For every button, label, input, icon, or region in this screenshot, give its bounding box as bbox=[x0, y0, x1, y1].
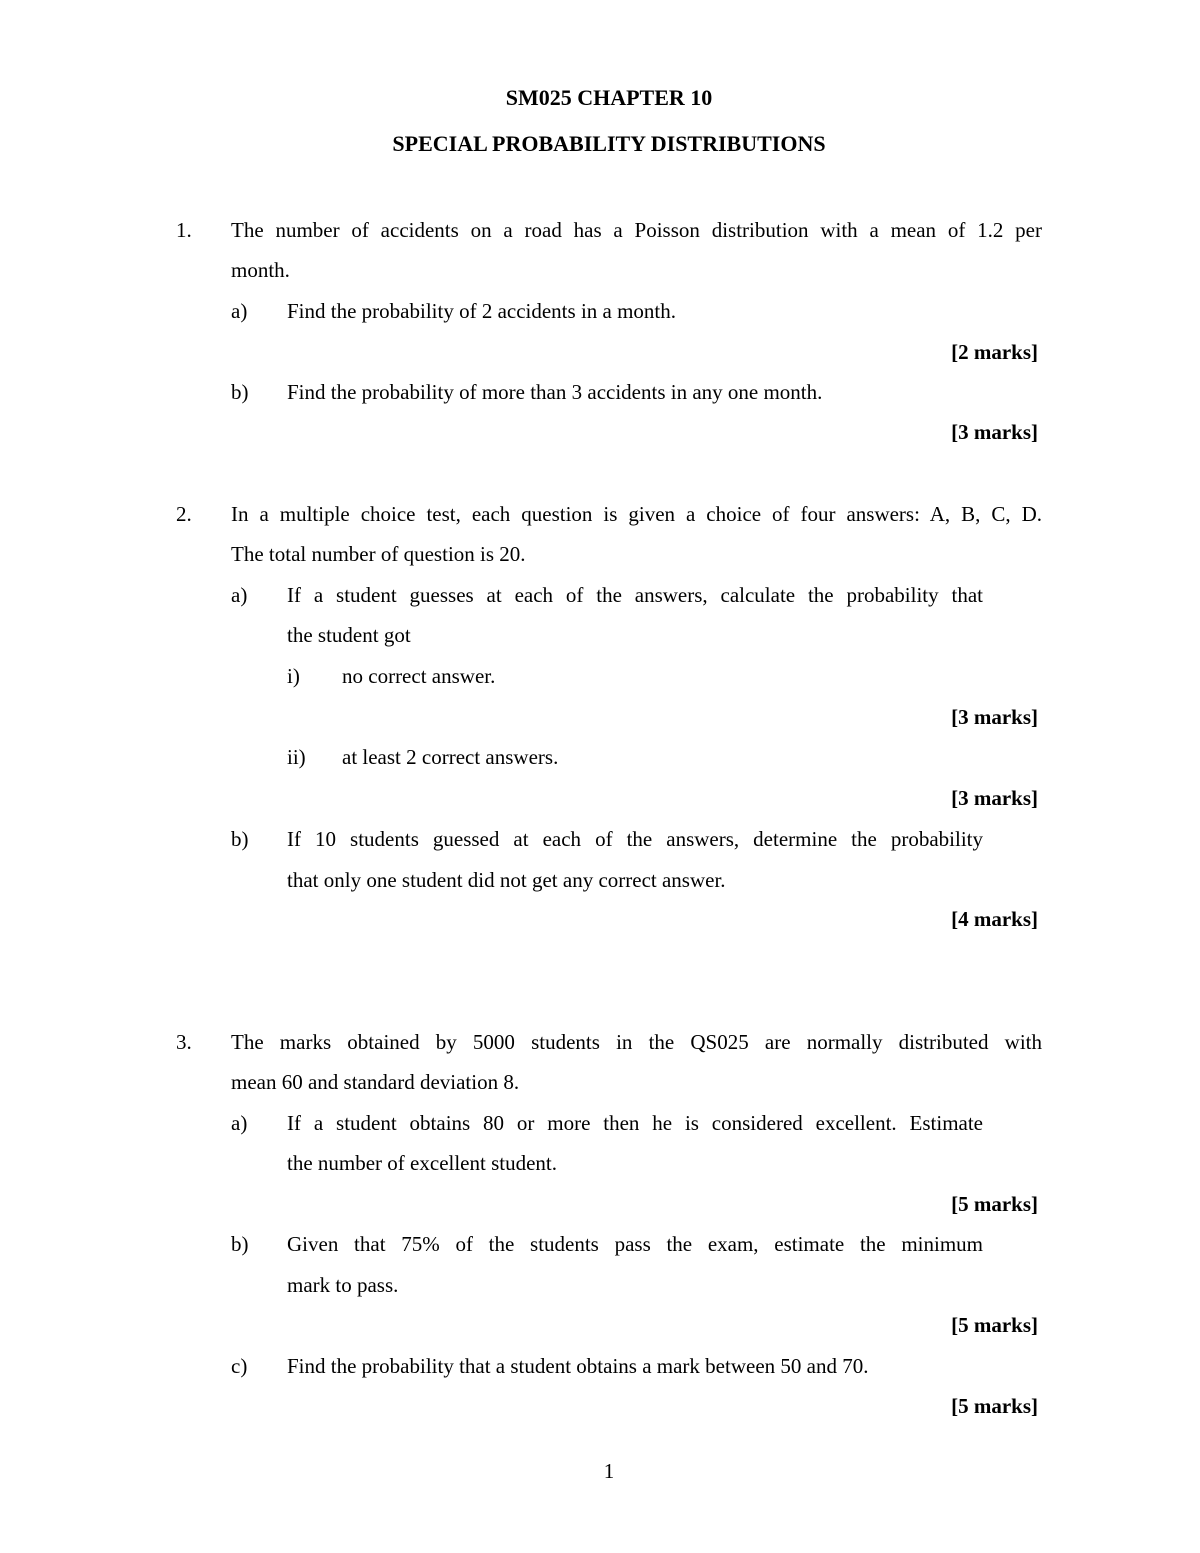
page-number: 1 bbox=[603, 1459, 615, 1483]
question-stem-line: In a multiple choice test, each question is given a choice of four answers: A, B, C, D. bbox=[231, 502, 1042, 526]
part-label: b) bbox=[231, 1232, 249, 1256]
part-text: Find the probability of more than 3 accidents in any one month. bbox=[287, 380, 823, 404]
part-text-line: Given that 75% of the students pass the exam, estimate the minimum bbox=[287, 1232, 983, 1256]
question-stem-line: The total number of question is 20. bbox=[231, 542, 526, 566]
page-subtitle: SPECIAL PROBABILITY DISTRIBUTIONS bbox=[392, 131, 826, 156]
subpart-label: ii) bbox=[287, 745, 306, 769]
marks-label: [5 marks] bbox=[951, 1192, 1038, 1216]
part-label: b) bbox=[231, 827, 249, 851]
question-stem-line: The number of accidents on a road has a Poisson distribution with a mean of 1.2 per bbox=[231, 218, 1042, 242]
question-number: 3. bbox=[176, 1030, 192, 1054]
part-text-line: that only one student did not get any correct answer. bbox=[287, 868, 726, 892]
question-stem-line: mean 60 and standard deviation 8. bbox=[231, 1070, 520, 1094]
part-label: c) bbox=[231, 1354, 248, 1378]
question-number: 2. bbox=[176, 502, 192, 526]
part-text-line: mark to pass. bbox=[287, 1273, 399, 1297]
marks-label: [5 marks] bbox=[951, 1394, 1038, 1418]
subpart-label: i) bbox=[287, 664, 300, 688]
page-title: SM025 CHAPTER 10 bbox=[505, 85, 713, 110]
marks-label: [3 marks] bbox=[951, 420, 1038, 444]
part-text: Find the probability of 2 accidents in a month. bbox=[287, 299, 677, 323]
part-text-line: the student got bbox=[287, 623, 411, 647]
part-text: Find the probability that a student obtains a mark between 50 and 70. bbox=[287, 1354, 869, 1378]
marks-label: [4 marks] bbox=[951, 907, 1038, 931]
part-text-line: If a student obtains 80 or more then he is considered excellent. Estimate bbox=[287, 1111, 983, 1135]
question-number: 1. bbox=[176, 218, 192, 242]
part-text-line: If 10 students guessed at each of the answers, determine the probability bbox=[287, 827, 983, 851]
marks-label: [5 marks] bbox=[951, 1313, 1038, 1337]
part-label: a) bbox=[231, 299, 248, 323]
part-label: a) bbox=[231, 583, 248, 607]
subpart-text: at least 2 correct answers. bbox=[342, 745, 559, 769]
subpart-text: no correct answer. bbox=[342, 664, 496, 688]
marks-label: [3 marks] bbox=[951, 786, 1038, 810]
marks-label: [3 marks] bbox=[951, 705, 1038, 729]
question-stem-line: month. bbox=[231, 258, 290, 282]
part-text-line: the number of excellent student. bbox=[287, 1151, 557, 1175]
part-text-line: If a student guesses at each of the answers, calculate the probability that bbox=[287, 583, 983, 607]
part-label: b) bbox=[231, 380, 249, 404]
marks-label: [2 marks] bbox=[951, 340, 1038, 364]
part-label: a) bbox=[231, 1111, 248, 1135]
question-stem-line: The marks obtained by 5000 students in the QS025 are normally distributed with bbox=[231, 1030, 1042, 1054]
